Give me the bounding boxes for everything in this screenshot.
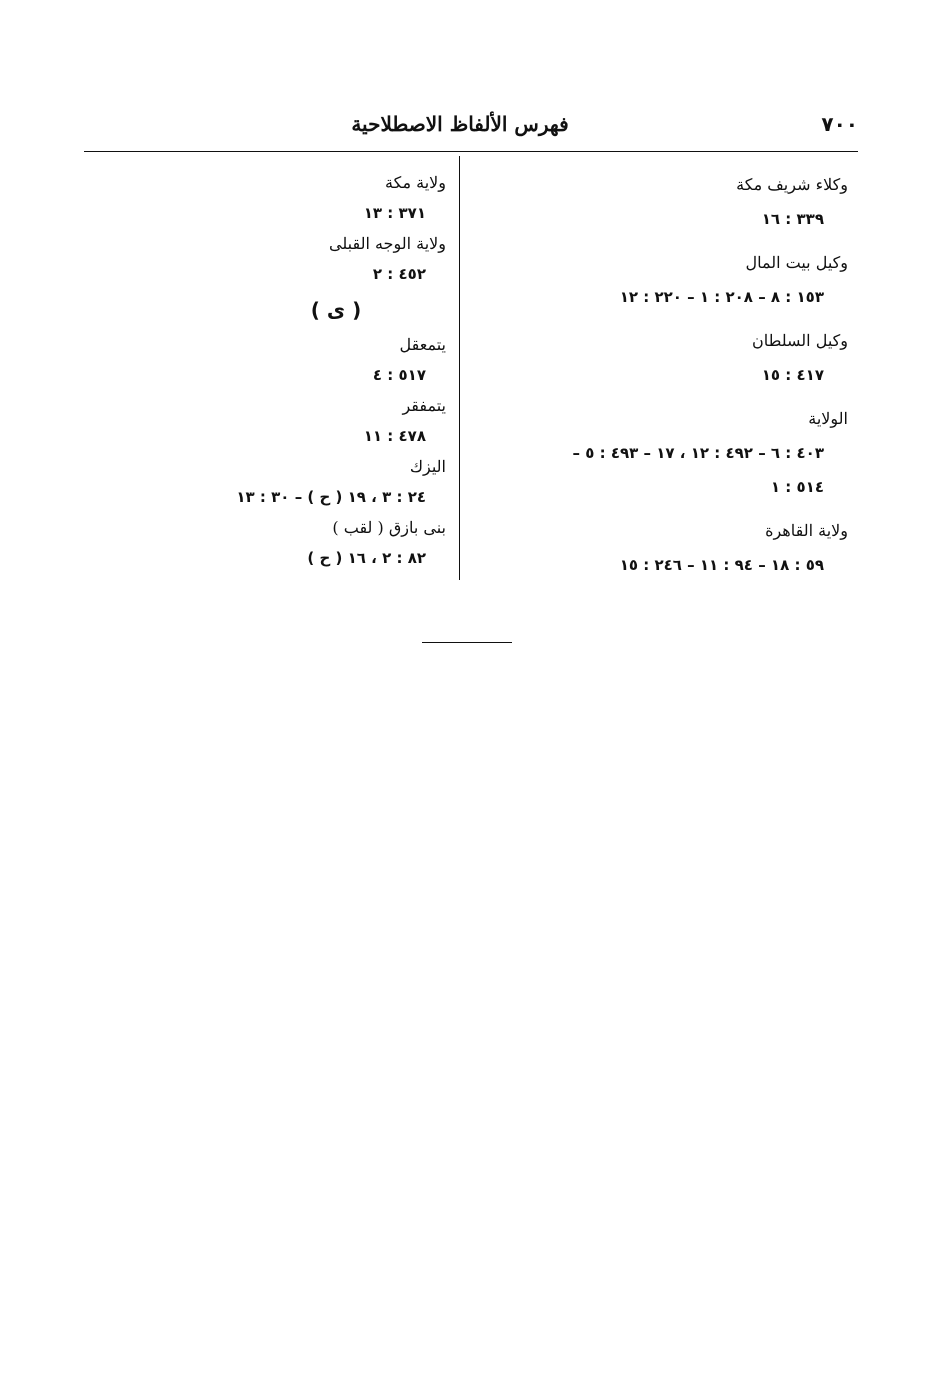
page-references: ٥١٤ : ١ bbox=[770, 478, 824, 496]
index-term: اليزك bbox=[409, 457, 446, 476]
page-references: ١٥٣ : ٨ – ٢٠٨ : ١ – ٢٢٠ : ١٢ bbox=[619, 288, 824, 306]
header-rule bbox=[84, 151, 858, 152]
index-term: وكيل السلطان bbox=[751, 331, 848, 350]
index-entry bbox=[106, 168, 446, 229]
page-references: ٥١٧ : ٤ bbox=[372, 366, 426, 384]
index-entry bbox=[488, 246, 848, 314]
index-entry bbox=[106, 513, 446, 574]
index-entry bbox=[488, 324, 848, 392]
index-term: يتمفقر bbox=[402, 396, 446, 415]
index-entry bbox=[106, 330, 446, 391]
index-entry bbox=[488, 514, 848, 582]
left-column bbox=[106, 168, 446, 574]
page-references: ٤٥٢ : ٢ bbox=[372, 265, 426, 283]
running-title: فهرس الألفاظ الاصطلاحية bbox=[351, 112, 569, 136]
end-rule bbox=[422, 642, 512, 643]
index-term: ولاية الوجه القبلى bbox=[329, 234, 446, 253]
index-term: بنى بازق ( لقب ) bbox=[332, 518, 446, 537]
page-references: ٤٧٨ : ١١ bbox=[363, 427, 426, 445]
index-term: وكيل بيت المال bbox=[745, 253, 848, 272]
column-divider bbox=[459, 156, 460, 580]
page-references: ٣٣٩ : ١٦ bbox=[761, 210, 824, 228]
index-entry bbox=[488, 168, 848, 236]
index-term: الولاية bbox=[808, 409, 848, 428]
right-column bbox=[488, 168, 848, 582]
index-term: يتمعقل bbox=[399, 335, 446, 354]
index-entry bbox=[106, 391, 446, 452]
index-term: ولاية مكة bbox=[385, 173, 446, 192]
page-references: ٤٠٣ : ٦ – ٤٩٢ : ١٢ ، ١٧ – ٤٩٣ : ٥ – bbox=[572, 444, 824, 462]
index-entry bbox=[106, 229, 446, 290]
page-references: ٨٢ : ٢ ، ١٦ ( ح ) bbox=[307, 549, 426, 567]
index-entry bbox=[488, 402, 848, 504]
index-entry bbox=[106, 452, 446, 513]
page-references: ٣٧١ : ١٣ bbox=[363, 204, 426, 222]
page-references: ٥٩ : ١٨ – ٩٤ : ١١ – ٢٤٦ : ١٥ bbox=[619, 556, 824, 574]
section-letter-heading: ( ى ) bbox=[310, 298, 362, 322]
page-references: ٢٤ : ٣ ، ١٩ ( ح ) – ٣٠ : ١٣ bbox=[236, 488, 426, 506]
page-references: ٤١٧ : ١٥ bbox=[761, 366, 824, 384]
index-term: وكلاء شريف مكة bbox=[736, 175, 848, 194]
index-term: ولاية القاهرة bbox=[765, 521, 848, 540]
page-number: ٧٠٠ bbox=[821, 112, 858, 136]
